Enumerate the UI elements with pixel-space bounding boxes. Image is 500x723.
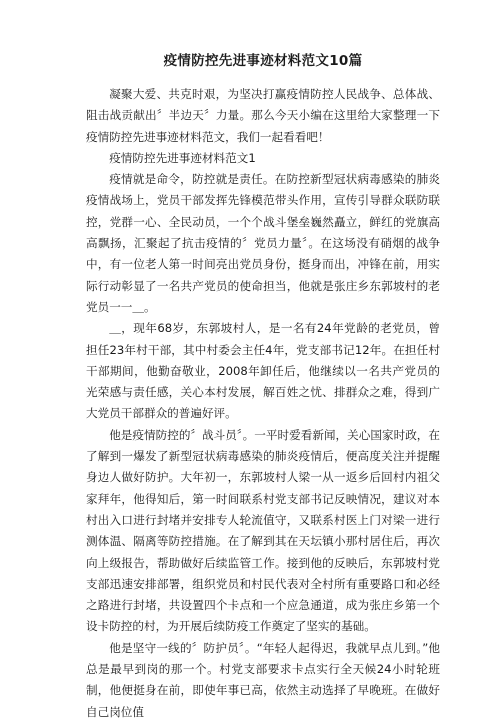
body-paragraph-2: ＿，现年68岁，东郭坡村人，是一名有24年党龄的老党员，曾担任23年村干部，其中村委会主任4年，党支部书记12年。在担任村干部期间，他勤奋敬业，2008年卸任后，他继续以一名共产党员的光荣感与责任感，关心本村发展，解百姓之忧、排群众之难，得到广大党员干部群众的普遍好评。 bbox=[86, 321, 440, 421]
body-paragraph-3: 他是疫情防控的〞战斗员〞。一平时爱看新闻，关心国家时政，在了解到一爆发了新型冠状病毒感染的肺炎疫情后，便高度关注并提醒身边人做好防护。大年初一，东郭坡村人梁一从一返乡后回村内祖父家拜年，他得知后，第一时间联系村党支部书记反映情况，建议对本村出入口进行封堵并安排专人轮流值守，又联系村医上门对梁一进行测体温、隔离等防控措施。在了解到其在天坛镇小那村居住后，再次向上级报告，帮助做好后续监管工作。接到他的反映后，东郭坡村党支部迅速安排部署，组织党员和村民代表对全村所有重要路口和必经之路进行封堵，共设置四个卡点和一个应急通道，成为张庄乡第一个设卡防控的村，为开展后续防疫工作奠定了坚实的基础。 bbox=[86, 427, 440, 634]
body-paragraph-4: 他是坚守一线的〞防护员〞。“年轻人起得迟，我就早点儿到。”他总是最早到岗的那一个。村党支部要求卡点实行全天候24小时轮班制，他便挺身在前，即使年事已高，依然主动选择了早晚班。在做好自己岗位值 bbox=[86, 640, 440, 719]
section-heading: 疫情防控先进事迹材料范文1 bbox=[109, 150, 256, 165]
document-title: 疫情防控先进事迹材料范文10篇 bbox=[163, 53, 363, 69]
intro-paragraph: 凝聚大爱、共克时艰，为坚决打赢疫情防控人民战争、总体战、阻击战贡献出〞半边天〞力量。那么今天小编在这里给大家整理一下疫情防控先进事迹材料范文，我们一起看看吧！ bbox=[86, 87, 440, 144]
body-paragraph-1: 疫情就是命令，防控就是责任。在防控新型冠状病毒感染的肺炎疫情战场上，党员干部发挥先锋模范带头作用，宣传引导群众联防联控，党群一心、全民动员，一个个战斗堡垒巍然矗立，鲜红的党旗高高飘扬，汇聚起了抗击疫情的〞党员力量〞。在这场没有硝烟的战争中，有一位老人第一时间亮出党员身份，挺身而出，冲锋在前，用实际行动彰显了一名共产党员的使命担当，他就是张庄乡东郭坡村的老党员一一＿。 bbox=[86, 172, 440, 314]
